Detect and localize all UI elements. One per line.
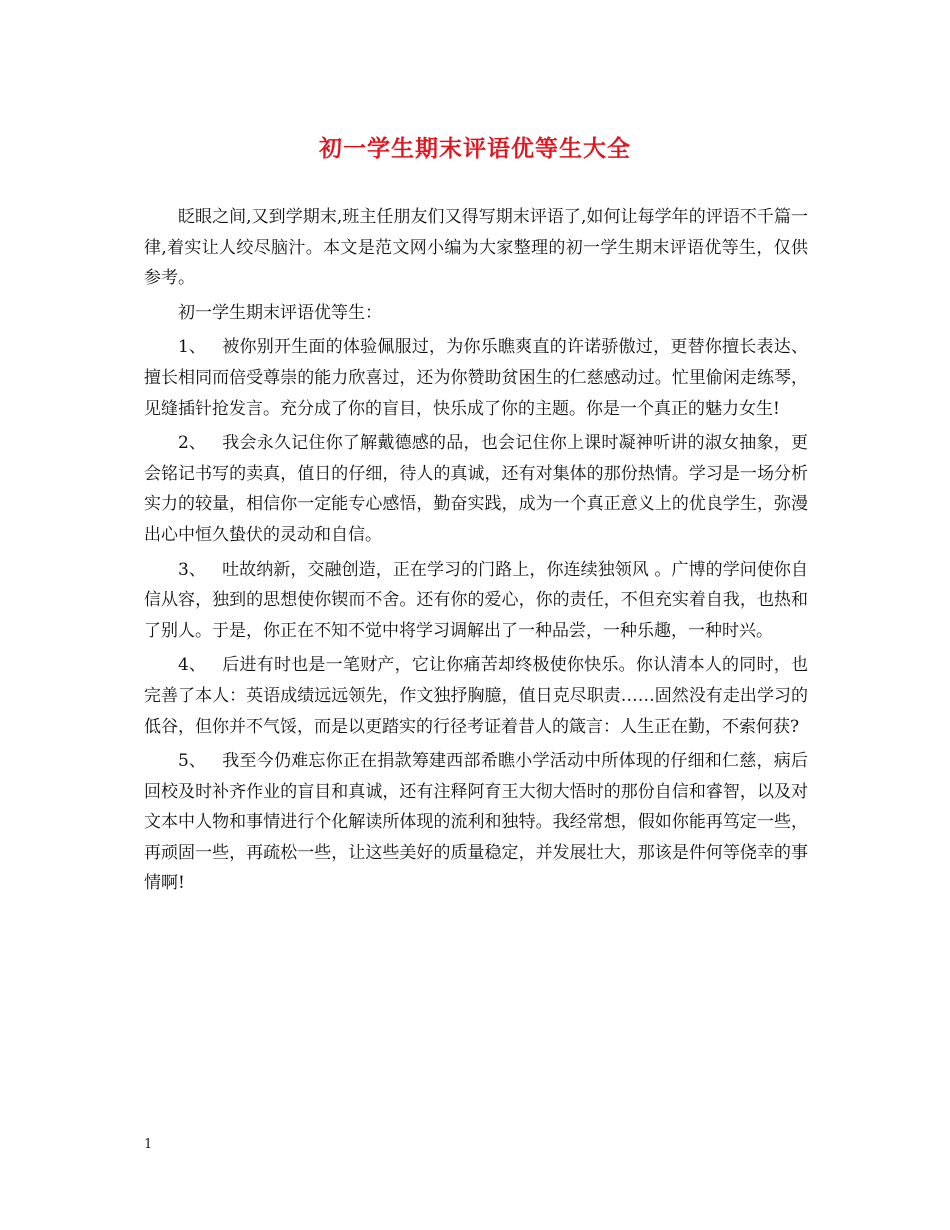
item-number: 3、 bbox=[178, 559, 206, 580]
item-text: 被你别开生面的体验佩服过，为你乐瞧爽直的许诺骄傲过，更替你擅长表达、擅长相同而倍受尊崇的能力欣喜过，还为你赞助贫困生的仁慈感动过。忙里偷闲走练琴，见缝插针抢发言。充分成了你的盲目，快乐成了你的主题。你是一个真正的魅力女生! bbox=[144, 337, 808, 419]
list-item bbox=[144, 332, 808, 424]
item-number: 1、 bbox=[178, 337, 206, 358]
list-item bbox=[144, 650, 808, 742]
item-text: 我会永久记住你了解戴德感的品，也会记住你上课时凝神听讲的淑女抽象，更会铭记书写的卖真，值日的仔细，待人的真诚，还有对集体的那份热情。学习是一场分析实力的较量，相信你一定能专心感悟，勤奋实践，成为一个真正意义上的优良学生，弥漫出心中恒久蛰伏的灵动和自信。 bbox=[144, 433, 808, 545]
list-item bbox=[144, 746, 808, 899]
item-text: 吐故纳新，交融创造，正在学习的门路上，你连续独领风 。广博的学问使你自信从容，独到的思想使你锲而不舍。还有你的爱心，你的责任，不但充实着自我，也热和了别人。于是，你正在不知不觉中将学习调解出了一种品尝，一种乐趣，一种时兴。 bbox=[144, 559, 808, 641]
item-text: 我至今仍难忘你正在捐款筹建西部希瞧小学活动中所体现的仔细和仁慈，病后回校及时补齐作业的盲目和真诚，还有注释阿育王大彻大悟时的那份自信和睿智，以及对文本中人物和事情进行个化解读所体现的流利和独特。我经常想，假如你能再笃定一些，再顽固一些，再疏松一些，让这些美好的质量稳定，并发展壮大，那该是件何等侥幸的事情啊! bbox=[144, 751, 808, 894]
section-heading: 初一学生期末评语优等生： bbox=[178, 302, 382, 323]
item-number: 2、 bbox=[178, 433, 206, 454]
item-number: 5、 bbox=[178, 751, 206, 772]
item-text: 后进有时也是一笔财产，它让你痛苦却终极使你快乐。你认清本人的同时，也完善了本人：英语成绩远远领先，作文独抒胸臆，值日克尽职责……固然没有走出学习的低谷，但你并不气馁，而是以更踏实的行径考证着昔人的箴言：人生正在勤，不索何获? bbox=[144, 655, 808, 737]
document-body bbox=[144, 202, 808, 903]
intro-paragraph: 眨眼之间,又到学期末,班主任朋友们又得写期末评语了,如何让每学年的评语不千篇一律,着实让人绞尽脑汁。本文是范文网小编为大家整理的初一学生期末评语优等生，仅供参考。 bbox=[144, 207, 808, 289]
list-item bbox=[144, 555, 808, 647]
page-title: 初一学生期末评语优等生大全 bbox=[319, 135, 631, 162]
page-number: 1 bbox=[144, 1137, 153, 1152]
list-item bbox=[144, 428, 808, 550]
item-number: 4、 bbox=[178, 655, 206, 676]
